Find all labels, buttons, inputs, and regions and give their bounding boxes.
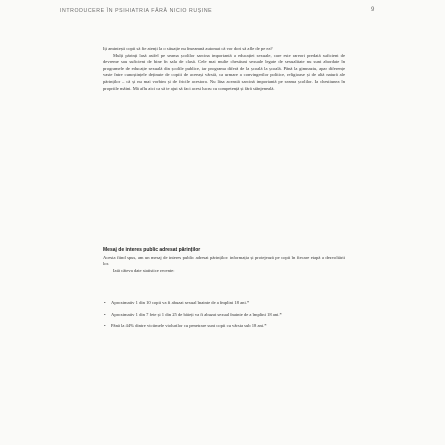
list-item: • Aproximativ 1 din 10 copii va fi abuzat sexual înainte de a împlini 18 ani.* <box>103 300 345 307</box>
section-heading: Mesaj de interes public adresat părinților <box>103 247 201 253</box>
statistics-intro: Iată câteva date statistice recente: <box>113 267 175 273</box>
body-text <box>103 46 345 92</box>
public-interest-section <box>103 247 345 274</box>
list-item: • Până la 44% dintre victimele violurilor cu penetrare sunt copii cu vârsta sub 18 ani.* <box>103 323 345 330</box>
paragraph: Mulți părinți lasă astfel pe seama școlilor sarcina importantă a educației sexuale, care este rareori predată suficient de devreme sau suficient de bine în sala de clasă. Cele mai multe chestiuni sexuale legate de sexualitate nu sunt abordate în programele de educație sexuală din școlile publice, iar programa diferă de la școală la școală. Până la gimnaziu, apar diferențe vaste între cunoștințele deținute de copiii de aceeași vârstă, ca urmare a convingerilor politice, religioase și de altă natură ale părinților – că și nu mai vorbim și de fricile acestora. Nu lăsa această sarcină importantă pe seama școlilor. Ia chestiunea în propriile mâini. Mă aflu aici ca să te ajut să faci acest lucru cu competență și fără stânjeneală. <box>103 52 345 91</box>
section-text: Acesta fiind spus, am un mesaj de interes public adresat părinților: informația și protejează pe copii în fiecare etapă a dezvoltării lor. <box>103 254 345 267</box>
paragraph: Iți amintești copii să fie atenți la o situație nu înseamnă automat că vor dori să afle de pe ea? <box>103 46 273 51</box>
running-head: INTRODUCERE ÎN PSIHIATRIA FĂRĂ NICIO RUȘINE <box>60 8 213 14</box>
statistics-list <box>103 300 345 335</box>
list-item: • Aproximativ 1 din 7 fete și 1 din 25 de băieți va fi abuzat sexual înainte de a împlini 18 ani.* <box>103 312 345 319</box>
page-number: 9 <box>371 7 375 13</box>
